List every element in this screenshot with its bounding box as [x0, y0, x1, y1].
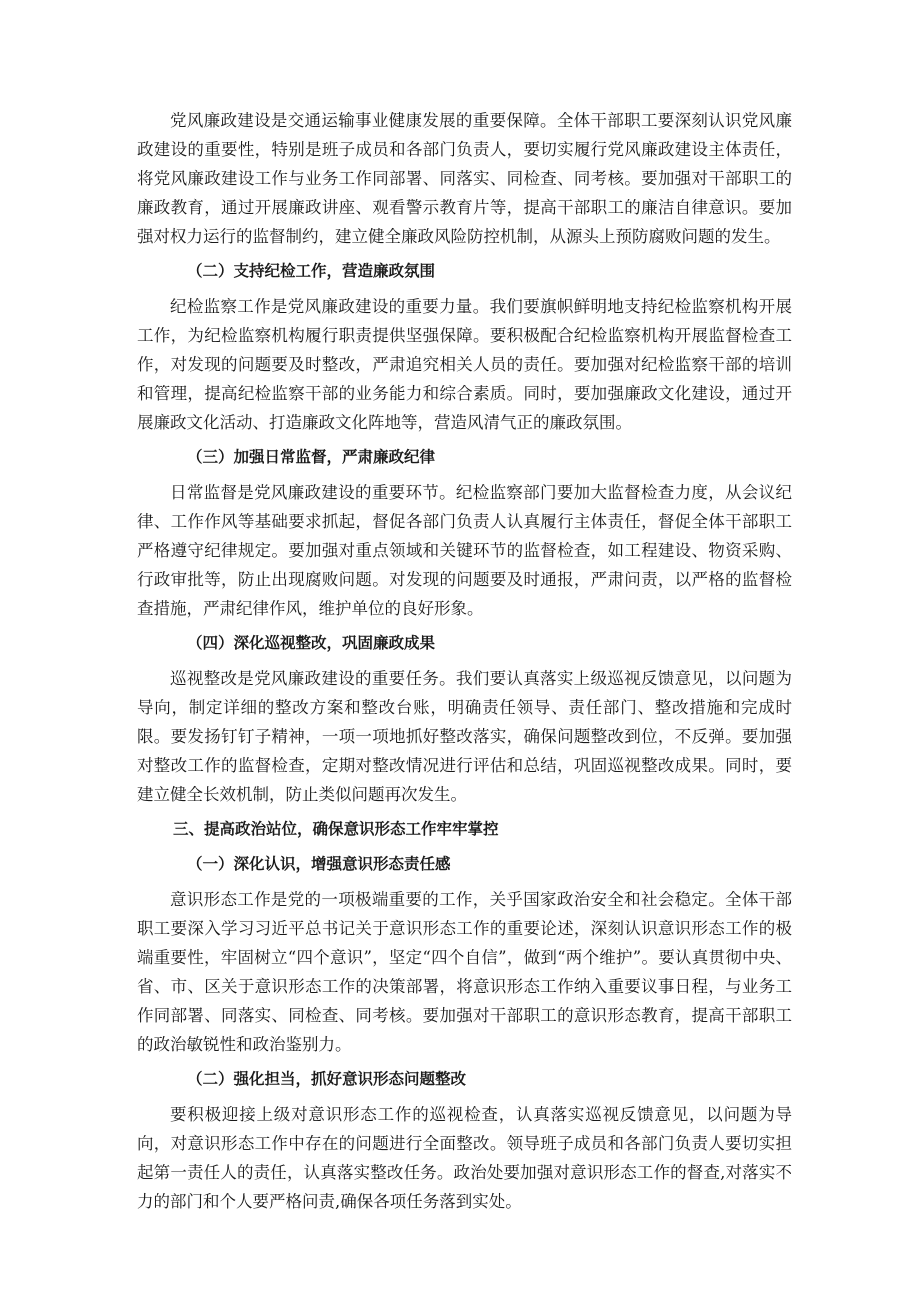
chapter-heading: 三、提高政治站位，确保意识形态工作牢牢掌控	[173, 820, 499, 838]
body-paragraph: 党风廉政建设是交通运输事业健康发展的重要保障。全体干部职工要深刻认识党风廉政建设的重要性，特别是班子成员和各部门负责人，要切实履行党风廉政建设主体责任，将党风廉政建设工作与业务工作同部署、同落实、同检查、同考核。要加强对干部职工的廉政教育，通过开展廉政讲座、观看警示教育片等，提高干部职工的廉洁自律意识。要加强对权力运行的监督制约，建立健全廉政风险防控机制，从源头上预防腐败问题的发生。	[137, 111, 792, 246]
section-heading: （二）强化担当，抓好意识形态问题整改	[187, 1070, 467, 1088]
body-paragraph: 日常监督是党风廉政建设的重要环节。纪检监察部门要加大监督检查力度，从会议纪律、工作作风等基础要求抓起，督促各部门负责人认真履行主体责任，督促全体干部职工严格遵守纪律规定。要加强对重点领域和关键环节的监督检查，如工程建设、物资采购、行政审批等，防止出现腐败问题。对发现的问题要及时通报，严肃问责，以严格的监督检查措施，严肃纪律作风，维护单位的良好形象。	[137, 483, 792, 618]
document-page	[137, 106, 792, 1216]
body-paragraph: 纪检监察工作是党风廉政建设的重要力量。我们要旗帜鲜明地支持纪检监察机构开展工作，为纪检监察机构履行职责提供坚强保障。要积极配合纪检监察机构开展监督检查工作，对发现的问题要及时整改，严肃追究相关人员的责任。要加强对纪检监察干部的培训和管理，提高纪检监察干部的业务能力和综合素质。同时，要加强廉政文化建设，通过开展廉政文化活动、打造廉政文化阵地等，营造风清气正的廉政氛围。	[137, 297, 792, 432]
section-heading: （三）加强日常监督，严肃廉政纪律	[187, 448, 436, 466]
section-heading: （四）深化巡视整改，巩固廉政成果	[187, 634, 436, 652]
body-paragraph: 意识形态工作是党的一项极端重要的工作，关乎国家政治安全和社会稳定。全体干部职工要深入学习习近平总书记关于意识形态工作的重要论述，深刻认识意识形态工作的极端重要性，牢固树立“四个意识”，坚定“四个自信”，做到“两个维护”。要认真贯彻中央、省、市、区关于意识形态工作的决策部署，将意识形态工作纳入重要议事日程，与业务工作同部署、同落实、同检查、同考核。要加强对干部职工的意识形态教育，提高干部职工的政治敏锐性和政治鉴别力。	[137, 890, 792, 1054]
body-paragraph: 要积极迎接上级对意识形态工作的巡视检查，认真落实巡视反馈意见，以问题为导向，对意识形态工作中存在的问题进行全面整改。领导班子成员和各部门负责人要切实担起第一责任人的责任，认真落实整改任务。政治处要加强对意识形态工作的督查,对落实不力的部门和个人要严格问责,确保各项任务落到实处。	[137, 1105, 792, 1211]
section-heading: （一）深化认识，增强意识形态责任感	[187, 855, 451, 873]
body-paragraph: 巡视整改是党风廉政建设的重要任务。我们要认真落实上级巡视反馈意见，以问题为导向，制定详细的整改方案和整改台账，明确责任领导、责任部门、整改措施和完成时限。要发扬钉钉子精神，一项一项地抓好整改落实，确保问题整改到位，不反弹。要加强对整改工作的监督检查，定期对整改情况进行评估和总结，巩固巡视整改成果。同时，要建立健全长效机制，防止类似问题再次发生。	[137, 669, 792, 804]
section-heading: （二）支持纪检工作，营造廉政氛围	[187, 262, 436, 280]
